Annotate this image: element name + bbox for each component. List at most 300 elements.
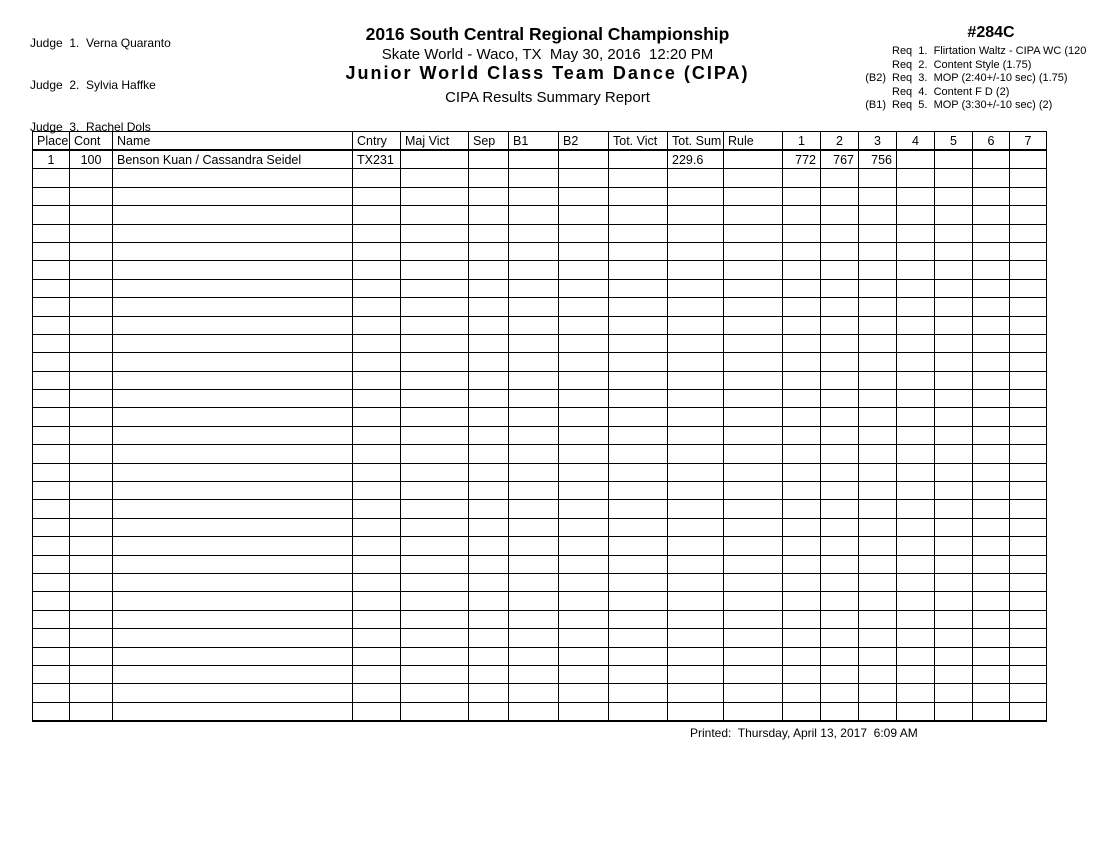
maj-vict-cell	[401, 150, 469, 169]
empty-cell	[401, 206, 469, 224]
empty-cell	[353, 537, 401, 555]
empty-cell	[33, 500, 70, 518]
empty-cell	[668, 647, 724, 665]
empty-cell	[353, 518, 401, 536]
empty-cell	[401, 592, 469, 610]
judge-3-score-cell: 756	[859, 150, 897, 169]
empty-cell	[113, 610, 353, 628]
empty-cell	[33, 353, 70, 371]
empty-cell	[724, 537, 783, 555]
empty-cell	[859, 518, 897, 536]
empty-cell	[609, 702, 668, 721]
empty-cell	[783, 224, 821, 242]
empty-cell	[724, 242, 783, 260]
empty-cell	[973, 555, 1010, 573]
empty-cell	[1010, 353, 1047, 371]
empty-cell	[70, 371, 113, 389]
empty-cell	[609, 463, 668, 481]
empty-result-row	[33, 445, 1047, 463]
empty-cell	[353, 316, 401, 334]
empty-result-row	[33, 261, 1047, 279]
empty-cell	[70, 463, 113, 481]
empty-cell	[724, 629, 783, 647]
empty-cell	[973, 224, 1010, 242]
empty-cell	[724, 463, 783, 481]
empty-cell	[668, 500, 724, 518]
empty-cell	[401, 279, 469, 297]
empty-result-row	[33, 390, 1047, 408]
empty-cell	[33, 408, 70, 426]
empty-cell	[935, 298, 973, 316]
empty-cell	[33, 187, 70, 205]
empty-cell	[783, 445, 821, 463]
requirement-prefix	[862, 59, 886, 73]
empty-cell	[70, 518, 113, 536]
empty-cell	[783, 408, 821, 426]
empty-result-row	[33, 371, 1047, 389]
empty-cell	[668, 445, 724, 463]
empty-cell	[33, 629, 70, 647]
empty-cell	[783, 518, 821, 536]
empty-cell	[559, 482, 609, 500]
empty-cell	[113, 206, 353, 224]
col-header-judge-7: 7	[1010, 132, 1047, 151]
empty-cell	[821, 390, 859, 408]
empty-cell	[668, 610, 724, 628]
empty-cell	[973, 261, 1010, 279]
empty-cell	[897, 500, 935, 518]
empty-cell	[859, 206, 897, 224]
empty-cell	[401, 390, 469, 408]
col-header-judge-3: 3	[859, 132, 897, 151]
requirement-prefix: (B1)	[865, 99, 886, 111]
empty-cell	[668, 334, 724, 352]
empty-cell	[668, 298, 724, 316]
empty-result-row	[33, 169, 1047, 187]
empty-cell	[609, 371, 668, 389]
empty-cell	[821, 665, 859, 683]
empty-cell	[897, 702, 935, 721]
empty-cell	[1010, 298, 1047, 316]
empty-cell	[70, 665, 113, 683]
empty-cell	[1010, 371, 1047, 389]
col-header-sep: Sep	[469, 132, 509, 151]
empty-cell	[401, 224, 469, 242]
empty-cell	[113, 702, 353, 721]
empty-cell	[897, 390, 935, 408]
empty-cell	[609, 445, 668, 463]
empty-cell	[897, 242, 935, 260]
empty-cell	[33, 371, 70, 389]
empty-cell	[859, 426, 897, 444]
b2-cell	[559, 150, 609, 169]
empty-cell	[897, 610, 935, 628]
empty-cell	[559, 279, 609, 297]
empty-cell	[70, 187, 113, 205]
empty-cell	[1010, 445, 1047, 463]
empty-cell	[859, 537, 897, 555]
empty-cell	[783, 261, 821, 279]
empty-cell	[821, 242, 859, 260]
empty-cell	[609, 242, 668, 260]
empty-cell	[113, 482, 353, 500]
empty-cell	[469, 316, 509, 334]
empty-cell	[668, 187, 724, 205]
empty-result-row	[33, 537, 1047, 555]
empty-cell	[1010, 610, 1047, 628]
empty-cell	[973, 537, 1010, 555]
empty-cell	[401, 353, 469, 371]
empty-cell	[859, 316, 897, 334]
empty-cell	[70, 555, 113, 573]
empty-cell	[401, 169, 469, 187]
empty-cell	[353, 555, 401, 573]
empty-cell	[973, 279, 1010, 297]
empty-result-row	[33, 353, 1047, 371]
empty-cell	[1010, 463, 1047, 481]
empty-cell	[859, 463, 897, 481]
empty-result-row	[33, 316, 1047, 334]
empty-cell	[70, 390, 113, 408]
empty-cell	[509, 647, 559, 665]
empty-cell	[973, 206, 1010, 224]
empty-cell	[469, 610, 509, 628]
empty-cell	[1010, 390, 1047, 408]
empty-cell	[668, 316, 724, 334]
empty-cell	[821, 573, 859, 591]
empty-cell	[935, 647, 973, 665]
empty-cell	[973, 408, 1010, 426]
empty-cell	[559, 390, 609, 408]
empty-cell	[33, 537, 70, 555]
empty-cell	[973, 684, 1010, 702]
empty-cell	[509, 555, 559, 573]
empty-cell	[401, 371, 469, 389]
empty-cell	[724, 684, 783, 702]
empty-cell	[973, 463, 1010, 481]
empty-cell	[113, 390, 353, 408]
empty-cell	[973, 592, 1010, 610]
empty-cell	[973, 445, 1010, 463]
empty-cell	[668, 169, 724, 187]
empty-cell	[33, 647, 70, 665]
empty-cell	[113, 426, 353, 444]
empty-cell	[70, 482, 113, 500]
empty-cell	[469, 500, 509, 518]
empty-result-row	[33, 500, 1047, 518]
empty-cell	[469, 334, 509, 352]
empty-cell	[973, 573, 1010, 591]
col-header-maj-vict: Maj Vict	[401, 132, 469, 151]
empty-cell	[724, 187, 783, 205]
empty-result-row	[33, 573, 1047, 591]
empty-cell	[935, 279, 973, 297]
judge-line: Judge 3. Rachel Dols	[30, 120, 151, 134]
empty-cell	[609, 610, 668, 628]
empty-cell	[859, 390, 897, 408]
empty-cell	[859, 224, 897, 242]
empty-cell	[70, 573, 113, 591]
empty-cell	[33, 334, 70, 352]
empty-cell	[821, 169, 859, 187]
empty-cell	[559, 187, 609, 205]
empty-cell	[353, 261, 401, 279]
empty-cell	[1010, 537, 1047, 555]
empty-cell	[859, 665, 897, 683]
empty-cell	[509, 482, 559, 500]
empty-cell	[609, 408, 668, 426]
empty-result-row	[33, 629, 1047, 647]
empty-cell	[33, 206, 70, 224]
empty-cell	[609, 500, 668, 518]
empty-cell	[897, 353, 935, 371]
empty-cell	[509, 187, 559, 205]
empty-cell	[509, 610, 559, 628]
empty-cell	[897, 592, 935, 610]
empty-cell	[724, 298, 783, 316]
empty-cell	[113, 573, 353, 591]
empty-result-row	[33, 408, 1047, 426]
empty-cell	[783, 353, 821, 371]
empty-cell	[935, 445, 973, 463]
empty-cell	[509, 408, 559, 426]
empty-cell	[935, 316, 973, 334]
empty-cell	[1010, 316, 1047, 334]
empty-cell	[897, 316, 935, 334]
empty-cell	[859, 445, 897, 463]
empty-cell	[113, 279, 353, 297]
empty-cell	[897, 408, 935, 426]
empty-cell	[935, 334, 973, 352]
empty-cell	[668, 537, 724, 555]
empty-cell	[821, 702, 859, 721]
col-header-tot-vict: Tot. Vict	[609, 132, 668, 151]
empty-cell	[469, 518, 509, 536]
empty-cell	[783, 242, 821, 260]
empty-cell	[33, 665, 70, 683]
empty-cell	[1010, 555, 1047, 573]
empty-cell	[609, 426, 668, 444]
empty-cell	[609, 573, 668, 591]
empty-cell	[897, 684, 935, 702]
empty-cell	[609, 224, 668, 242]
empty-cell	[973, 629, 1010, 647]
empty-cell	[1010, 702, 1047, 721]
empty-cell	[1010, 647, 1047, 665]
empty-cell	[353, 169, 401, 187]
printed-timestamp: Printed: Thursday, April 13, 2017 6:09 AM	[690, 726, 918, 740]
empty-cell	[897, 187, 935, 205]
empty-result-row	[33, 555, 1047, 573]
empty-cell	[509, 353, 559, 371]
empty-cell	[469, 647, 509, 665]
empty-cell	[509, 500, 559, 518]
empty-cell	[859, 334, 897, 352]
judge-5-score-cell	[935, 150, 973, 169]
empty-cell	[401, 537, 469, 555]
empty-cell	[70, 316, 113, 334]
empty-cell	[509, 463, 559, 481]
empty-cell	[935, 224, 973, 242]
empty-cell	[469, 702, 509, 721]
empty-cell	[509, 279, 559, 297]
empty-cell	[821, 371, 859, 389]
empty-cell	[33, 555, 70, 573]
empty-cell	[724, 592, 783, 610]
empty-cell	[401, 242, 469, 260]
empty-cell	[821, 500, 859, 518]
requirement-text: Req 2. Content Style (1.75)	[892, 58, 1032, 71]
empty-cell	[821, 187, 859, 205]
empty-cell	[935, 537, 973, 555]
empty-cell	[1010, 426, 1047, 444]
empty-cell	[668, 390, 724, 408]
empty-cell	[1010, 242, 1047, 260]
empty-cell	[33, 482, 70, 500]
empty-cell	[401, 684, 469, 702]
empty-cell	[935, 187, 973, 205]
empty-cell	[70, 702, 113, 721]
empty-cell	[609, 206, 668, 224]
empty-cell	[401, 482, 469, 500]
empty-cell	[821, 353, 859, 371]
empty-cell	[70, 334, 113, 352]
empty-cell	[1010, 261, 1047, 279]
empty-cell	[113, 169, 353, 187]
empty-cell	[821, 426, 859, 444]
empty-cell	[859, 279, 897, 297]
empty-cell	[783, 371, 821, 389]
empty-cell	[973, 169, 1010, 187]
empty-cell	[724, 500, 783, 518]
empty-cell	[353, 629, 401, 647]
empty-cell	[33, 610, 70, 628]
empty-cell	[859, 408, 897, 426]
empty-cell	[559, 169, 609, 187]
empty-cell	[33, 684, 70, 702]
empty-cell	[859, 500, 897, 518]
empty-cell	[724, 316, 783, 334]
empty-cell	[935, 500, 973, 518]
empty-cell	[469, 629, 509, 647]
empty-cell	[70, 169, 113, 187]
empty-cell	[724, 610, 783, 628]
empty-cell	[509, 684, 559, 702]
empty-cell	[783, 555, 821, 573]
empty-cell	[973, 242, 1010, 260]
empty-cell	[469, 224, 509, 242]
empty-cell	[559, 463, 609, 481]
col-header-place: Place	[33, 132, 70, 151]
empty-cell	[353, 206, 401, 224]
empty-cell	[113, 518, 353, 536]
empty-cell	[559, 647, 609, 665]
col-header-b2: B2	[559, 132, 609, 151]
empty-cell	[609, 316, 668, 334]
empty-cell	[609, 555, 668, 573]
empty-cell	[821, 555, 859, 573]
cont-cell: 100	[70, 150, 113, 169]
empty-cell	[33, 592, 70, 610]
empty-cell	[113, 316, 353, 334]
empty-cell	[821, 518, 859, 536]
empty-cell	[353, 371, 401, 389]
col-header-b1: B1	[509, 132, 559, 151]
empty-cell	[859, 353, 897, 371]
empty-cell	[897, 169, 935, 187]
empty-cell	[821, 610, 859, 628]
empty-cell	[935, 592, 973, 610]
empty-cell	[724, 206, 783, 224]
empty-cell	[668, 242, 724, 260]
empty-cell	[70, 408, 113, 426]
empty-cell	[935, 684, 973, 702]
empty-cell	[724, 334, 783, 352]
empty-cell	[1010, 279, 1047, 297]
empty-cell	[1010, 187, 1047, 205]
requirement-prefix: (B2)	[865, 72, 886, 84]
empty-cell	[859, 647, 897, 665]
empty-cell	[70, 684, 113, 702]
empty-cell	[509, 316, 559, 334]
empty-cell	[113, 353, 353, 371]
empty-cell	[821, 334, 859, 352]
empty-cell	[668, 573, 724, 591]
empty-cell	[783, 482, 821, 500]
empty-cell	[509, 537, 559, 555]
empty-result-row	[33, 592, 1047, 610]
empty-cell	[509, 702, 559, 721]
empty-cell	[609, 390, 668, 408]
empty-cell	[897, 224, 935, 242]
empty-cell	[33, 463, 70, 481]
empty-cell	[401, 500, 469, 518]
empty-cell	[559, 445, 609, 463]
empty-cell	[859, 702, 897, 721]
empty-cell	[935, 390, 973, 408]
empty-cell	[821, 408, 859, 426]
judge-line: Judge 1. Verna Quaranto	[30, 36, 171, 50]
empty-cell	[469, 371, 509, 389]
empty-cell	[401, 298, 469, 316]
empty-cell	[113, 537, 353, 555]
empty-cell	[897, 518, 935, 536]
empty-cell	[783, 316, 821, 334]
empty-cell	[973, 702, 1010, 721]
empty-result-row	[33, 426, 1047, 444]
empty-cell	[859, 482, 897, 500]
empty-cell	[783, 334, 821, 352]
empty-cell	[897, 629, 935, 647]
empty-cell	[401, 426, 469, 444]
empty-cell	[509, 169, 559, 187]
empty-cell	[559, 684, 609, 702]
empty-cell	[935, 353, 973, 371]
empty-cell	[897, 537, 935, 555]
event-number: #284C	[967, 24, 1015, 41]
empty-cell	[33, 242, 70, 260]
empty-cell	[70, 206, 113, 224]
empty-cell	[724, 665, 783, 683]
empty-cell	[469, 463, 509, 481]
empty-cell	[469, 482, 509, 500]
empty-cell	[70, 298, 113, 316]
table-header-row	[33, 132, 1047, 151]
empty-cell	[469, 279, 509, 297]
empty-cell	[353, 573, 401, 591]
empty-cell	[559, 242, 609, 260]
empty-cell	[113, 242, 353, 260]
